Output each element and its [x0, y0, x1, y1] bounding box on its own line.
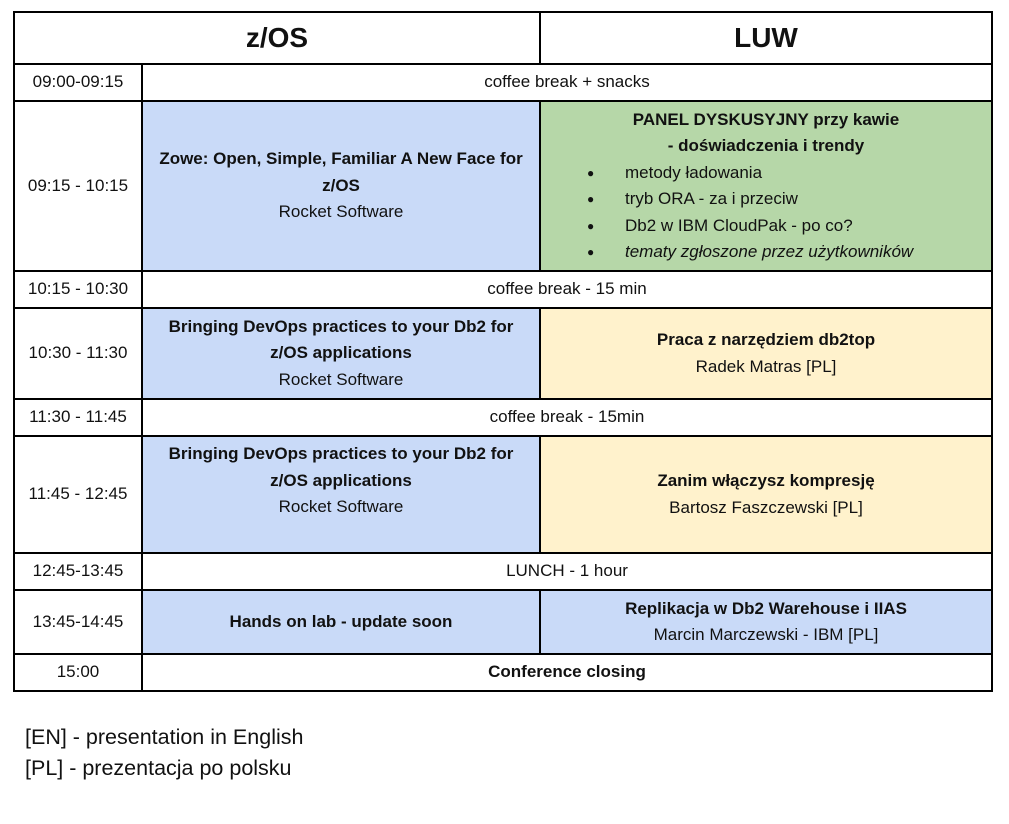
language-legend	[25, 722, 303, 784]
list-item: ● tryb ORA - za i przeciw	[587, 186, 985, 213]
session-title: Praca z narzędziem db2top	[656, 330, 876, 349]
list-item: ● Db2 w IBM CloudPak - po co?	[587, 213, 985, 240]
session-title: Hands on lab - update soon	[229, 611, 453, 631]
table-row	[14, 553, 992, 590]
session-title: Zanim włączysz kompresję	[657, 471, 875, 490]
header-zos: z/OS	[245, 21, 309, 53]
session-title: Bringing DevOps practices to your Db2 for z/OS applications	[168, 444, 514, 490]
session-cell-zos	[142, 101, 540, 271]
session-title: Bringing DevOps practices to your Db2 for z/OS applications	[168, 316, 514, 363]
break-cell: LUNCH - 1 hour	[142, 553, 992, 590]
session-title: Replikacja w Db2 Warehouse i IIAS	[625, 598, 907, 618]
time-cell: 10:15 - 10:30	[14, 271, 142, 308]
list-item: ● tematy zgłoszone przez użytkowników	[587, 239, 985, 266]
session-speaker: Rocket Software	[278, 202, 404, 222]
time-cell: 09:15 - 10:15	[14, 101, 142, 271]
legend-pl: [PL] - prezentacja po polsku	[25, 756, 292, 780]
table-row	[14, 399, 992, 436]
table-row	[14, 271, 992, 308]
time-cell: 11:30 - 11:45	[14, 399, 142, 436]
header-empty-cell	[14, 12, 540, 64]
session-cell-zos	[142, 308, 540, 399]
header-luw: LUW	[734, 21, 798, 53]
panel-cell-luw	[540, 101, 992, 271]
session-cell-luw	[540, 308, 992, 399]
table-row	[14, 308, 992, 399]
break-cell: coffee break + snacks	[142, 64, 992, 101]
session-speaker: Rocket Software	[278, 369, 404, 389]
bullet-dot-icon: ●	[587, 165, 595, 180]
closing-cell: Conference closing	[142, 654, 992, 691]
header-luw-cell	[540, 12, 992, 64]
list-item: ● metody ładowania	[587, 160, 985, 187]
session-speaker: Radek Matras [PL]	[695, 356, 837, 376]
session-cell-luw	[540, 590, 992, 654]
table-row	[14, 64, 992, 101]
time-cell: 15:00	[14, 654, 142, 691]
legend-en: [EN] - presentation in English	[25, 725, 304, 749]
session-speaker: Bartosz Faszczewski [PL]	[669, 497, 863, 517]
break-cell: coffee break - 15 min	[142, 271, 992, 308]
time-cell: 11:45 - 12:45	[14, 436, 142, 553]
bullet-dot-icon: ●	[587, 245, 595, 259]
time-cell: 12:45-13:45	[14, 553, 142, 590]
agenda-table	[13, 11, 993, 692]
panel-title-line2: - doświadczenia i trendy	[667, 136, 865, 155]
time-cell: 09:00-09:15	[14, 64, 142, 101]
time-cell: 10:30 - 11:30	[14, 308, 142, 399]
session-cell-zos	[142, 436, 540, 553]
table-row	[14, 436, 992, 553]
panel-topic-list	[547, 160, 985, 266]
table-row	[14, 654, 992, 691]
bullet-dot-icon: ●	[587, 192, 595, 206]
bullet-dot-icon: ●	[587, 218, 595, 233]
session-title: Zowe: Open, Simple, Familiar A New Face for z/OS	[159, 149, 523, 195]
header-row	[14, 12, 992, 64]
table-row	[14, 101, 992, 271]
session-speaker: Rocket Software	[278, 497, 404, 516]
time-cell: 13:45-14:45	[14, 590, 142, 654]
session-cell-zos	[142, 590, 540, 654]
panel-title-line1: PANEL DYSKUSYJNY przy kawie	[632, 109, 900, 129]
session-cell-luw	[540, 436, 992, 553]
session-speaker: Marcin Marczewski - IBM [PL]	[653, 625, 879, 644]
table-row	[14, 590, 992, 654]
break-cell: coffee break - 15min	[142, 399, 992, 436]
